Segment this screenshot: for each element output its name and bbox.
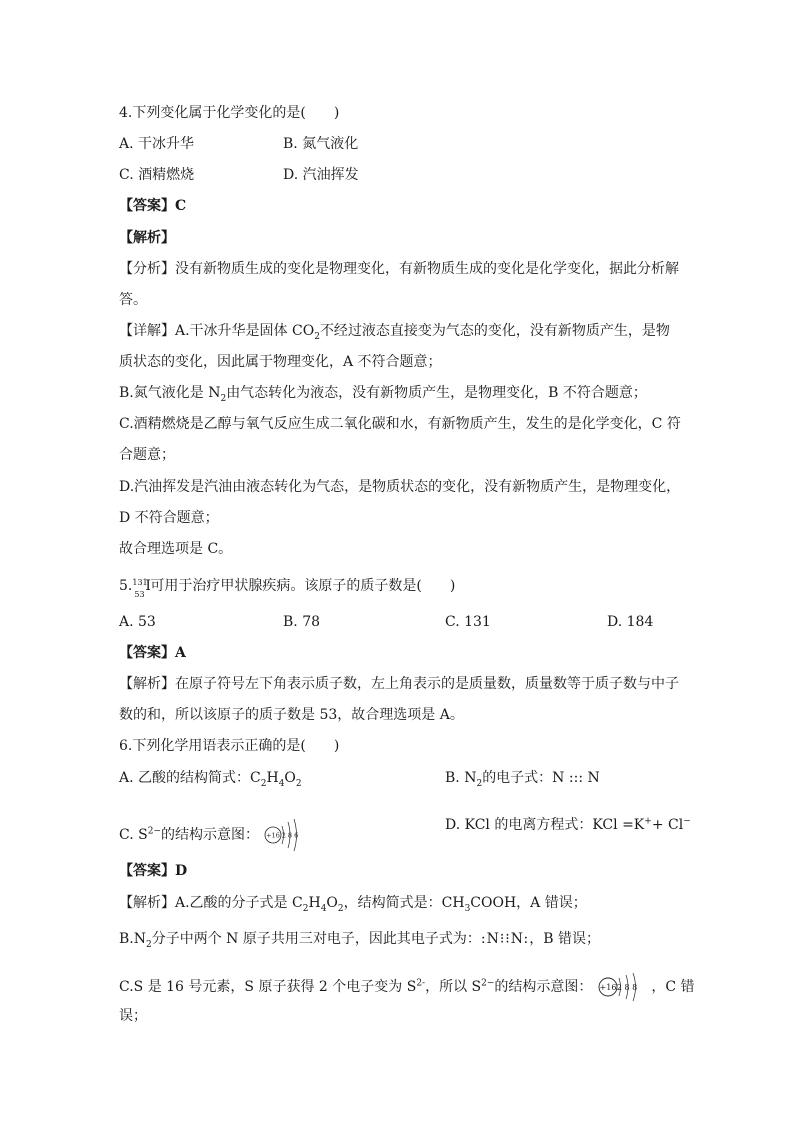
q6-stem: 6.下列化学用语表示正确的是( ) bbox=[119, 738, 340, 754]
q4-option-b: B. 氮气液化 bbox=[283, 136, 359, 152]
q4-conclusion: 故合理选项是 C。 bbox=[119, 541, 233, 557]
svg-text:2 8 6: 2 8 6 bbox=[282, 831, 299, 840]
q4-detail-c-line2: 合题意； bbox=[119, 447, 175, 463]
svg-text:2 8 8: 2 8 8 bbox=[616, 983, 638, 992]
svg-text:+16: +16 bbox=[599, 983, 617, 992]
nitrogen-electron-formula: :N⁝⁝N: bbox=[480, 931, 530, 947]
q6-answer: 【答案】D bbox=[119, 863, 188, 879]
q4-detail-b: B.氮气液化是 $N_2$由气态转化为液态，没有新物质产生，是物理变化，B 不符合题意； bbox=[119, 385, 647, 404]
q5-analysis-line1: 【解析】在原子符号左下角表示质子数，左上角表示的是质量数，质量数等于质子数与中子 bbox=[119, 676, 679, 692]
sulfur-ion-structure-diagram bbox=[263, 815, 307, 855]
q4-detail-a-line1: 【详解】A.干冰升华是固体 $CO_2$不经过液态直接变为气态的变化，没有新物质产生，是物 bbox=[119, 323, 670, 342]
svg-text:+16: +16 bbox=[266, 831, 281, 840]
q5-analysis-line2: 数的和，所以该原子的质子数是 53，故合理选项是 A。 bbox=[119, 707, 464, 723]
q4-answer: 【答案】C bbox=[119, 198, 187, 214]
q6-analysis-c-line1: C.S 是 16 号元素，S 原子获得 2 个电子变为 $S^{2-}$，所以 $S^{2-}$的结构示意图： +16 2 8 8 ，C 错 bbox=[119, 970, 695, 1004]
q4-detail-a-line2: 质状态的变化，因此属于物理变化，A 不符合题意； bbox=[119, 354, 442, 370]
q4-option-d: D. 汽油挥发 bbox=[283, 167, 359, 183]
q5-option-c: C. 131 bbox=[445, 614, 491, 630]
q5-stem: 5. 131 53 I 可用于治疗甲状腺疾病。该原子的质子数是( ) bbox=[119, 578, 456, 599]
q6-analysis-b: $B.N_2$分子中两个 N 原子共用三对电子，因此其电子式为：:N⁝⁝N:，B 错误； bbox=[119, 931, 600, 950]
q4-stem: 4.下列变化属于化学变化的是( ) bbox=[119, 105, 340, 121]
q4-option-c: C. 酒精燃烧 bbox=[119, 167, 195, 183]
q6-option-b: B. $N_2$的电子式：N ::: N bbox=[445, 770, 600, 789]
q4-fenxi-line1: 【分析】没有新物质生成的变化是物理变化，有新物质生成的变化是化学变化，据此分析解 bbox=[119, 261, 679, 277]
q5-option-b: B. 78 bbox=[283, 614, 321, 630]
q4-detail-d-line1: D.汽油挥发是汽油由液态转化为气态，是物质状态的变化，没有新物质产生，是物理变化， bbox=[119, 479, 681, 495]
q5-option-d: D. 184 bbox=[607, 614, 654, 630]
q6-option-d: D. KCl 的电离方程式：KCl =K++ Cl− bbox=[445, 816, 691, 833]
q6-analysis-a: 【解析】A.乙酸的分子式是 $C_2H_4O_2$，结构简式是：$CH_3COOH$，A 错误； bbox=[119, 895, 587, 914]
q6-option-a: A. 乙酸的结构简式：$C_2H_4O_2$ bbox=[119, 770, 302, 789]
q4-detail-d-line2: D 不符合题意； bbox=[119, 510, 219, 526]
q4-option-a: A. 干冰升华 bbox=[119, 136, 195, 152]
q6-analysis-c-line2: 误； bbox=[119, 1008, 147, 1024]
isotope-symbol: 131 53 I bbox=[132, 578, 151, 599]
q4-analysis-heading: 【解析】 bbox=[119, 230, 175, 246]
sulfur-ion-structure-diagram-correct bbox=[597, 970, 647, 1004]
q4-fenxi-line2: 答。 bbox=[119, 292, 147, 308]
q6-option-c: C. $S^{2-}$的结构示意图： +16 2 8 6 bbox=[119, 815, 307, 855]
q5-option-a: A. 53 bbox=[119, 614, 156, 630]
q4-detail-c-line1: C.酒精燃烧是乙醇与氧气反应生成二氧化碳和水，有新物质产生，发生的是化学变化，C 符 bbox=[119, 416, 681, 432]
q5-answer: 【答案】A bbox=[119, 645, 186, 661]
